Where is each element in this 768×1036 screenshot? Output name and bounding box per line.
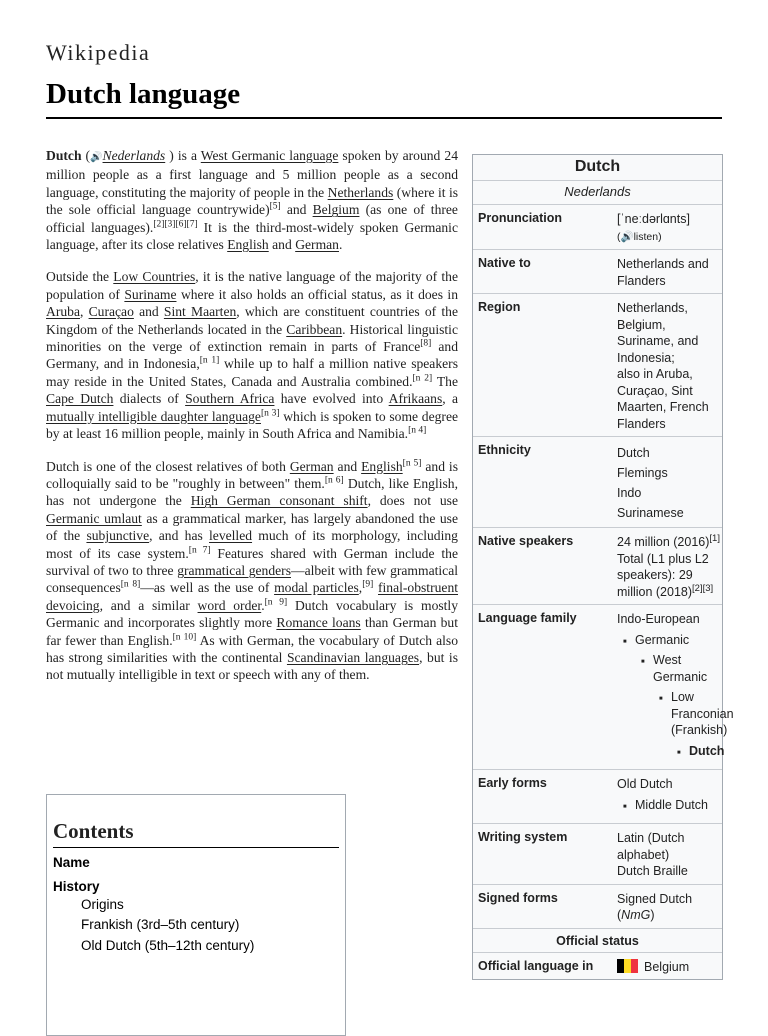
family-subtree [653,689,734,759]
text: dialects of [119,391,179,407]
ref[interactable]: [n 7] [188,545,211,555]
link-subjunctive[interactable]: subjunctive [86,528,150,544]
text: as a grammatical marker, has largely abandoned the use of the [46,510,458,544]
signed-abbr: NmG [621,908,651,922]
infobox-row-pronunciation [473,205,722,250]
link-mutually-intelligible[interactable]: mutually intelligible daughter language [46,408,261,424]
text: and [139,304,159,320]
infobox-row-early-forms [473,770,722,824]
family-item[interactable] [623,632,734,760]
text: Dutch vocabulary is mostly Germanic and incorporates slightly more [46,597,459,631]
ref[interactable]: [2][3][6][7] [153,219,198,230]
ref[interactable]: [n 5] [402,457,422,468]
infobox-native-name: Nederlands [473,181,722,205]
text: , a [442,391,458,407]
link-german[interactable]: German [295,237,339,253]
page-title: Dutch language [46,78,241,110]
infobox-value [617,611,734,765]
ref[interactable]: [n 10] [172,632,197,643]
toc-item-old-dutch[interactable]: Old Dutch (5th–12th century) [81,938,255,953]
ref[interactable]: [n 8] [120,579,141,590]
link-cape-dutch[interactable]: Cape Dutch [46,391,114,407]
link-genders[interactable]: grammatical genders [177,562,291,578]
text: while up to half a million native speakers may reside in the United States, Canada and Australia combined. [46,356,458,389]
family-subtree [635,652,734,759]
listen-link[interactable]: (🔊listen) [617,230,662,243]
ref[interactable]: [1] [709,532,720,544]
writing-latin[interactable]: Latin (Dutch alphabet) [617,831,685,862]
text: . [261,597,265,613]
infobox-value: Netherlands and Flanders [617,257,709,288]
link-west-germanic[interactable]: West Germanic language [200,148,339,163]
ref[interactable]: [n 4] [408,425,427,436]
infobox-row-region [473,294,722,437]
native-name-link[interactable]: Nederlands [102,148,166,163]
contents-divider [53,847,339,848]
link-levelled[interactable]: levelled [209,528,253,544]
family-label: West Germanic [653,653,708,684]
paragraph-2 [46,268,458,442]
family-item[interactable] [659,689,734,759]
family-label: Low Franconian (Frankish) [671,690,734,737]
infobox-title: Dutch [473,155,722,181]
text: . [338,237,343,253]
family-subtree [671,743,725,760]
ref[interactable]: [9] [362,579,374,590]
text: The [436,373,459,389]
speaker-icon[interactable]: 🔊 [90,152,103,163]
family-tree [617,632,734,760]
infobox-label: Early forms [478,776,547,790]
link-final-obstruent[interactable]: final-obstruent devoicing [46,580,459,613]
text: , but is not mutually intelligible in text or speech with any of them. [46,649,458,683]
text: . Historical linguistic minorities on the verge of extinction remain in parts of France [46,321,458,355]
link-english[interactable]: English [361,458,403,474]
infobox-row-speakers [473,528,722,605]
text: and [286,202,307,218]
ethnicity-item[interactable]: Flemings [617,466,668,480]
family-root[interactable]: Indo-European [617,612,700,626]
infobox-section-official-status: Official status [473,929,722,953]
intro-paragraph: Dutch (🔊Nederlands ) is a West Germanic language spoken by around 24 million people as a first language and 5 million people as a second language, constituting the majority of people in the Netherlands (where it is the sole official language countrywide)[5] and Belgium (as one of three official languages).[2][3][6][7] It is the third-most-widely spoken Germanic language, after its close relatives English and German. [46,148,459,253]
official-country[interactable]: Belgium [644,959,690,974]
text: than German but far fewer than English. [46,615,459,648]
link-modal-particles[interactable]: modal particles [274,580,359,596]
link-caribbean[interactable]: Caribbean [286,321,343,337]
text: , it is the native language of the majority of the population of [46,269,459,302]
infobox-value [617,830,721,880]
ethnicity-item[interactable]: Indo [617,486,642,500]
family-label: Dutch [689,743,725,758]
infobox-value [617,776,721,819]
infobox-value [617,443,721,523]
infobox-value [617,211,721,245]
text: —albeit with few grammatical consequences [46,562,459,596]
link-curacao[interactable]: Curaçao [88,304,134,320]
link-suriname[interactable]: Suriname [124,286,177,302]
early-form-label: Middle Dutch [635,797,708,812]
ref[interactable]: [8] [420,338,432,349]
text: , and a similar [99,597,190,613]
region-text: Netherlands, Belgium, Suriname, and Indonesia; [617,301,699,365]
link-word-order[interactable]: word order [197,597,262,613]
infobox-value [617,891,721,924]
term-bold: Dutch [46,148,82,163]
text: , does not use [367,493,458,509]
table-of-contents [46,794,346,1036]
text: and [272,237,292,253]
ref[interactable]: [n 6] [324,475,344,486]
infobox-label: Native to [478,256,531,270]
text: Outside the [46,269,110,285]
text: (where it is the sole official language countrywide) [46,184,459,218]
link-afrikaans[interactable]: Afrikaans [388,391,443,407]
text: much of its morphology, including most of its case system. [46,528,458,561]
family-item[interactable] [641,652,734,759]
text: It is the third-most-widely spoken Germanic language, after its close relatives [46,219,458,253]
wikipedia-logo[interactable]: Wikipedia [46,40,151,65]
ref[interactable]: [n 9] [264,597,288,608]
ref[interactable]: [n 3] [260,408,280,419]
infobox-label: Pronunciation [478,211,563,225]
infobox-label: Region [478,300,521,314]
ethnicity-item[interactable]: Surinamese [617,506,684,520]
infobox-value [617,300,721,432]
text: and is colloquially said to be "roughly in between" them. [46,458,458,491]
link-southern-africa[interactable]: Southern Africa [185,391,275,407]
speakers-total: Total (L1 plus L2 speakers): 29 million (2018) [617,551,709,599]
ref[interactable]: [n 1] [199,355,220,366]
link-romance-loans[interactable]: Romance loans [276,615,361,631]
infobox-row-writing [473,824,722,885]
toc-item-origins[interactable]: Origins [81,897,124,912]
early-forms-list [617,797,721,814]
link-consonant-shift[interactable]: High German consonant shift [190,493,368,509]
infobox-value [617,959,721,976]
link-english[interactable]: English [227,237,269,253]
link-scandinavian[interactable]: Scandinavian languages [286,649,420,665]
belgium-flag-icon [617,959,638,973]
infobox-label: Writing system [478,830,568,844]
signed-text[interactable]: Signed Dutch ( [617,891,693,922]
infobox-label: Native speakers [478,534,574,548]
paragraph-3 [46,458,458,684]
text: —as well as the use of [140,580,270,596]
signed-text-end: ) [650,908,655,922]
text: spoken by around 24 million people as a first language and 5 million people as a second language, constituting the majority of people in the [46,148,458,200]
infobox-label: Language family [478,611,577,625]
text: where it also holds an official status, as it does in [180,286,459,302]
link-netherlands[interactable]: Netherlands [327,184,394,200]
text: which is spoken to some degree by at least 16 million people, mainly in South Africa and Namibia. [46,408,459,442]
ref[interactable]: [n 2] [412,373,433,384]
title-divider [46,117,722,119]
family-item [677,743,725,760]
ref[interactable]: [5] [269,201,281,212]
text: , and has [149,528,203,544]
link-low-countries[interactable]: Low Countries [113,269,196,285]
infobox-value [617,534,721,600]
link-umlaut[interactable]: Germanic umlaut [46,510,142,526]
infobox-row-native-to [473,250,722,294]
text: Dutch, like English, has not undergone the [46,475,458,509]
text: , [358,580,363,596]
ref[interactable]: [2][3] [692,582,714,594]
infobox [472,154,734,980]
infobox-label: Official language in [478,958,594,973]
infobox-row-official-in [473,953,722,980]
text: and Germany, and in Indonesia, [46,339,458,372]
contents-heading: Contents [53,819,134,843]
early-form[interactable]: Old Dutch [617,777,673,791]
infobox-row-signed [473,885,722,929]
ethnicity-item[interactable]: Dutch [617,446,650,460]
link-sint-maarten[interactable]: Sint Maarten [163,304,237,320]
speaker-icon: 🔊 [620,230,634,243]
article-body [46,147,458,699]
toc-item-name[interactable]: Name [53,855,90,870]
listen-label: listen [633,230,659,243]
text: (as one of three official languages). [46,202,458,235]
text: have evolved into [280,391,384,407]
text: and [337,458,358,474]
text: , which are constituent countries of the Kingdom of the Netherlands located in the [46,304,458,337]
early-form-item[interactable] [623,797,721,814]
link-german[interactable]: German [289,458,334,474]
infobox-row-ethnicity [473,437,722,528]
writing-braille[interactable]: Dutch Braille [617,864,688,878]
text: Dutch is one of the closest relatives of both [46,458,286,474]
family-label: Germanic [635,632,690,647]
text: Features shared with German include the survival of two to three [46,545,459,578]
text: ) is a [169,148,197,163]
ipa-text[interactable]: [ˈneːdərlɑnts] [617,212,690,226]
infobox-row-family [473,605,734,770]
text: As with German, the vocabulary of Dutch also has strong similarities with the continental [46,632,459,665]
region-text-2: also in Aruba, Curaçao, Sint Maarten, French Flanders [617,367,709,431]
link-belgium[interactable]: Belgium [312,202,360,218]
infobox-label: Signed forms [478,890,558,905]
link-aruba[interactable]: Aruba [46,304,80,320]
speakers-l1: 24 million (2016) [617,535,710,549]
toc-item-frankish[interactable]: Frankish (3rd–5th century) [81,917,240,932]
toc-item-history[interactable]: History [53,879,100,894]
text: , [79,304,84,320]
infobox-label: Ethnicity [478,443,531,457]
